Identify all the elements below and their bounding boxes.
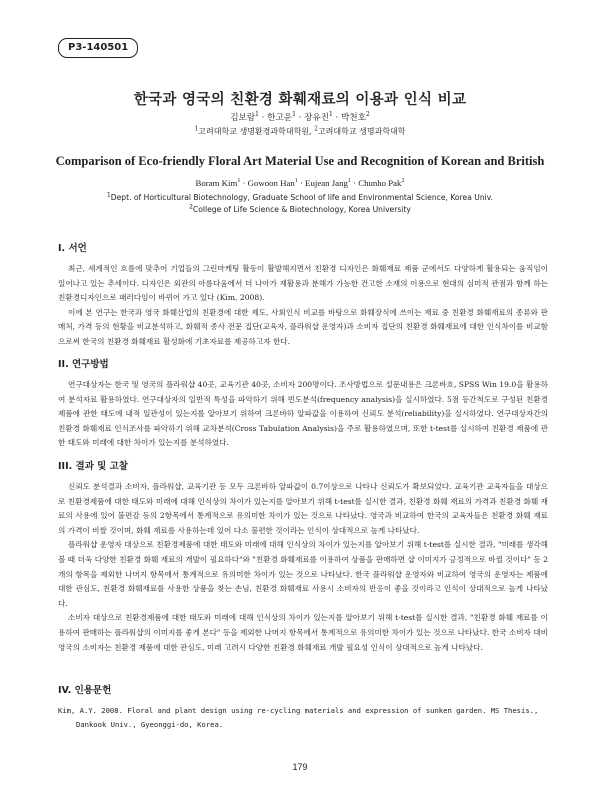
section-heading: III. 결과 및 고찰 [58,461,129,472]
paragraph: 이에 본 연구는 한국과 영국 화훼산업의 친환경에 대한 제도, 사회인식 비교를 바탕으로 화훼장식에 쓰이는 재료 중 친환경 화훼재료의 종류와 판매처, 가격 등의 현황을 비교분석하고, 화훼적 종사 전문 집단(교육자, 플라워샵 운영자)과 소비자 집단의 친환경 화훼재료에 대한 인식차이를 비교함으로써 한국의 친환경 화훼재료 활성화에 기초자료를 제공하고자 한다. [58,307,548,346]
author-affil-mark: 1 [347,178,351,185]
author-affil-mark: 1 [329,111,333,119]
paragraph: 소비자 대상으로 친환경제품에 대한 태도와 미래에 대해 인식상의 차이가 있는지를 알아보기 위해 t-test를 실시한 결과, "친환경 화훼 재료를 이용하여 판매하는 플라워샵의 이미지를 좋게 본다" 등을 제외한 나머지 항목에서 통계적으로 유의미한 차이가 있는 것으로 나타났다. 한국 소비자 대비 영국의 소비자는 친환경 제품에 대한 관심도, 미래 고려시 다양한 친환경 화훼재료 개발 필요성 인식이 상대적으로 높게 나타났다. [58,613,548,652]
section-heading: II. 연구방법 [58,359,109,370]
affil-mark: 2 [314,125,318,133]
page-number: 179 [292,762,308,772]
affiliation-line [0,204,600,216]
author-affil-mark: 2 [365,111,370,119]
paragraph: 연구대상자는 한국 및 영국의 플라워샵 40곳, 교육기관 40곳, 소비자 200명이다. 조사방법으로 설문내용은 크론바흐, SPSS Win 19.0을 활용하여 분석자료 활용하였다. 연구대상자의 일반적 특성을 파악하기 위해 빈도분석(frequency analysis)을 실시하였다. 5점 등간척도로 구성된 친환경제품에 관한 태도에 내적 일관성이 있는지를 알아보기 위하여 크론바하 알파값을 이용하여 신뢰도 분석(reliability)을 실시하였다. 연구대상자간의 친환경 화훼재료 인식조사를 파악하기 위해 교차분석(Cross Tabulation Analysis)을 주로 활용하였으며, 또한 t-test를 실시하여 친환경 제품에 관한 태도와 미래에 대한 차이가 있는지를 분석하였다. [58,380,548,448]
section-references [58,682,548,732]
affil-mark: 1 [106,191,111,199]
affiliation-line [0,192,600,204]
section-results [58,458,548,655]
author-name: Chunho Pak [358,178,402,188]
author-name: Boram Kim [195,178,238,188]
author-name: 장유진 [304,113,329,123]
paragraph: 신뢰도 분석결과 소비자, 플라워샵, 교육기관 등 모두 크론바하 알파값이 0.7이상으로 나타나 신뢰도가 확보되었다. 교육기관 교육자들을 대상으로 친환경제품에 대한 태도와 미래에 대해 인식상의 차이가 있는지를 알아보기 위해 t-test를 실시한 결과, 친환경 화훼 재료의 가격과 친환경 화훼 재료의 사용에 있어 불편감 등의 2항목에서 통계적으로 유의미한 차이가 있는 것으로 나타났다. 영국과 비교하여 한국의 교육자들은 친환경 화훼 재료의 가격이 비쌀 것이며, 화훼 재료를 사용하는데 있어 다소 불편한 것이라는 인식이 상대적으로 높게 나타났다. [58,482,548,535]
affil-mark: 2 [189,203,193,211]
english-authors: Boram Kim$^1$ · Gowoon Han$^1$ · Eujean Jang$^1$ · Chunho Pak$^2$ [195,178,405,188]
korean-title: 한국과 영국의 친환경 화훼재료의 이용과 인식 비교 [133,91,467,108]
author-name: 박천호 [341,113,366,123]
author-affil-mark: 2 [401,178,405,185]
paragraph: 플라워샵 운영자 대상으로 친환경제품에 대한 태도와 미래에 대해 인식상의 차이가 있는지를 알아보기 위해 t-test를 실시한 결과, "미래를 생각해볼 때 더욱 다양한 친환경 화훼 재료의 개발이 필요하다"와 "친환경 화훼재료를 이용하여 상품을 판매하면 샵 이미지가 긍정적으로 바뀔 것이다" 등 2개의 항목을 제외한 나머지 항목에서 통계적으로 유의미한 차이가 있는 것으로 나타났다. 한국 플라워샵 운영자와 비교하여 영국의 운영자는 제품에 대한 관심도, 친환경 화훼재료를 사용한 상품을 찾는 손님, 친환경 화훼재료 사용시 소비자의 반응이 좋을 것이라고 인식이 상대적으로 높게 나타났다. [58,540,548,608]
author-name: Gowoon Han [247,178,295,188]
section-heading: IV. 인용문헌 [58,685,112,696]
author-name: 김보람 [230,113,256,123]
section-heading: I. 서언 [58,243,87,254]
affiliation: 고려대학교 생명환경과학대학원, [198,127,312,136]
affil-mark: 1 [194,125,199,133]
author-affil-mark: 1 [292,111,296,119]
author-affil-mark: 1 [294,178,298,185]
author-affil-mark: 1 [237,178,241,185]
author-name: 한고운 [267,113,293,123]
author-name: Eujean Jang [305,178,348,188]
author-affil-mark: 1 [255,111,259,119]
reference-entry: Kim, A.Y. 2008. Floral and plant design using re-cycling materials and expression of sunken garden. MS Thesis., Dankook Univ., Gyeonggi-do, Korea. [58,706,539,729]
affiliation: 고려대학교 생명과학대학 [317,127,406,136]
paragraph: 최근, 세계적인 흐름에 맞추어 기업들의 그린마케팅 활동이 활발해지면서 친환경 디자인은 화훼재료 제품 군에서도 다양하게 활용되는 움직임이 일어나고 있는 추세이다. 디자인은 외관의 아름다움에서 더 나아가 재활용과 분해가 가능한 건고한 소재의 이용으로 현대의 심미적 관점과 함께 하는 친환경디자인으로 패러다임이 바뀌어 가고 있다 (Kim, 2008). [58,264,548,303]
section-introduction [58,240,548,350]
paper-code-badge: P3-140501 [58,38,138,58]
affiliation: Dept. of Horticultural Biotechnology, Graduate School of life and Environmental Science, Korea Univ. [110,193,494,202]
korean-authors: 김보람$^1$ · 한고운$^1$ · 장유진$^1$ · 박천호$^2$ [230,111,370,123]
affiliation: College of Life Science & Biotechnology, Korea University [192,205,411,214]
korean-affiliations [0,126,600,137]
section-methods [58,356,548,451]
english-title: Comparison of Eco-friendly Floral Art Material Use and Recognition of Korean and British [55,154,545,168]
english-affiliations [0,192,600,216]
